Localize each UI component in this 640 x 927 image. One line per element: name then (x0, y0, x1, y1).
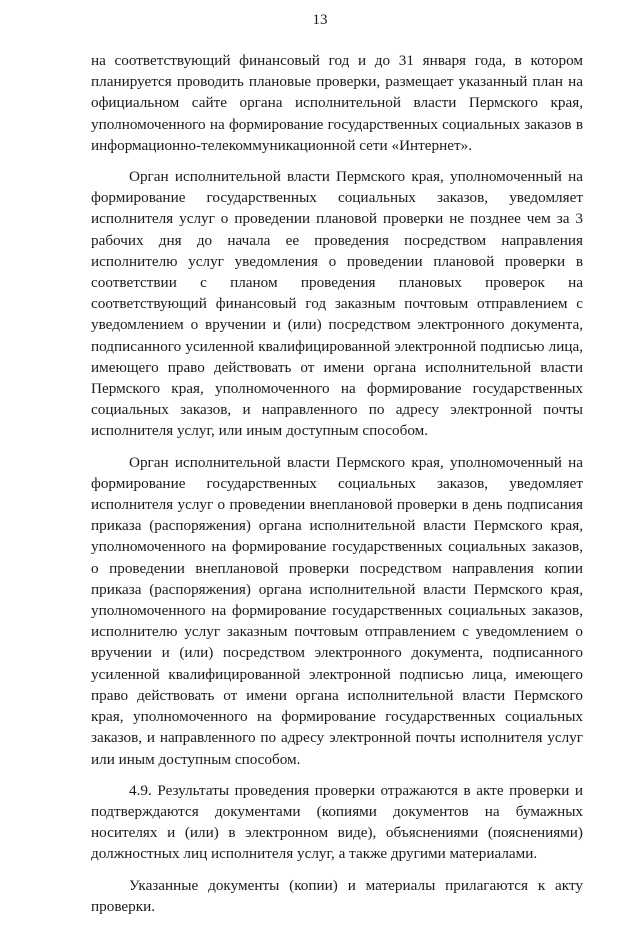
paragraph-continuation: на соответствующий финансовый год и до 31 января года, в котором планируется проводить плановые проверки, размещает указанный план на официальном сайте органа исполнительной власти Пермского края, уполномоченного на формирование государственных социальных заказов в информационно-телекоммуникационной сети «Интернет». (91, 52, 583, 154)
page-number: 13 (312, 12, 328, 28)
document-body (91, 50, 583, 927)
paragraph-section-4-9: 4.9. Результаты проведения проверки отражаются в акте проверки и подтверждаются документами (копиями документов на бумажных носителях и (или) в электронном виде), объяснениями (пояснениями) должностных лиц исполнителя услуг, а также другими материалами. (91, 781, 583, 863)
paragraph-attachments: Указанные документы (копии) и материалы прилагаются к акту проверки. (91, 876, 583, 915)
paragraph-planned-inspection-notice: Орган исполнительной власти Пермского края, уполномоченный на формирование государственных социальных заказов, уведомляет исполнителя услуг о проведении плановой проверки не позднее чем за 3 рабочих дня до начала ее проведения посредством направления исполнителю услуг уведомления о проведении плановой проверки в соответствии с планом проведения плановых проверок на соответствующий финансовый год заказным почтовым отправлением с уведомлением о вручении и (или) посредством электронного документа, подписанного усиленной квалифицированной электронной подписью лица, имеющего право действовать от имени органа исполнительной власти Пермского края, уполномоченного на формирование государственных социальных заказов, и направленного по адресу электронной почты исполнителя услуг, или иным доступным способом. (91, 168, 583, 440)
paragraph-unplanned-inspection-notice: Орган исполнительной власти Пермского края, уполномоченный на формирование государственных социальных заказов, уведомляет исполнителя услуг о проведении внеплановой проверки в день подписания приказа (распоряжения) органа исполнительной власти Пермского края, уполномоченного на формирование государственных социальных заказов, о проведении внеплановой проверки посредством направления копии приказа (распоряжения) органа исполнительной власти Пермского края, уполномоченного на формирование государственных социальных заказов, исполнителю услуг заказным почтовым отправлением с уведомлением о вручении и (или) посредством электронного документа, подписанного усиленной квалифицированной электронной подписью лица, имеющего право действовать от имени органа исполнительной власти Пермского края, уполномоченного на формирование государственных социальных заказов, и направленного по адресу электронной почты исполнителя услуг или иным доступным способом. (91, 453, 583, 768)
